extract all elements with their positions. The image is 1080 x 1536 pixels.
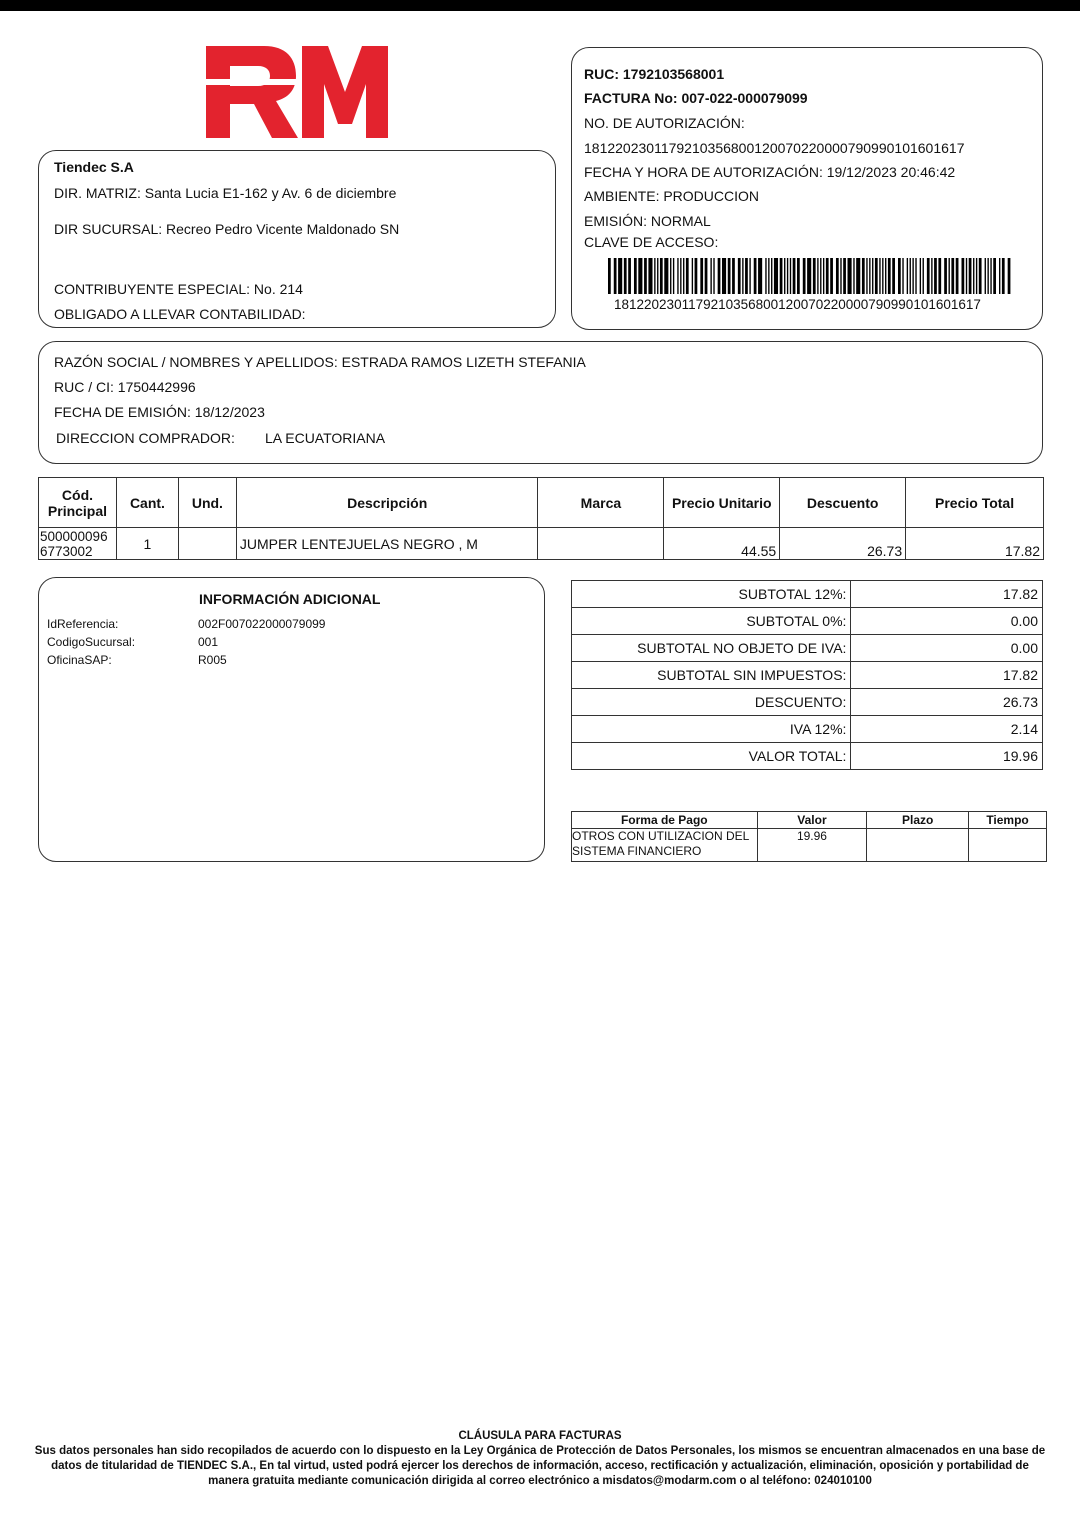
barcode-bar bbox=[638, 258, 642, 294]
barcode-bar bbox=[862, 258, 865, 294]
total-value: 0.00 bbox=[851, 608, 1043, 635]
barcode-bar bbox=[875, 258, 878, 294]
company-box bbox=[38, 150, 556, 328]
factura-value: 007-022-000079099 bbox=[681, 90, 808, 106]
header-tiempo: Tiempo bbox=[969, 812, 1047, 829]
barcode-bar bbox=[976, 258, 977, 294]
barcode-bar bbox=[677, 258, 678, 294]
barcode-bar bbox=[823, 258, 824, 294]
barcode-bar bbox=[885, 258, 886, 294]
rm-logo bbox=[206, 46, 388, 138]
razon-social: RAZÓN SOCIAL / NOMBRES Y APELLIDOS: ESTRADA RAMOS LIZETH STEFANIA bbox=[54, 354, 586, 370]
barcode-bar bbox=[892, 258, 895, 294]
footer-clause bbox=[30, 1429, 1050, 1489]
barcode-bar bbox=[830, 258, 833, 294]
barcode-bar bbox=[856, 258, 860, 294]
barcode-bar bbox=[843, 258, 846, 294]
barcode-bar bbox=[813, 258, 816, 294]
barcode-bar bbox=[807, 258, 811, 294]
barcode-bar bbox=[673, 258, 674, 294]
header-cant: Cant. bbox=[116, 478, 178, 528]
barcode-bar bbox=[758, 258, 762, 294]
additional-info-title: INFORMACIÓN ADICIONAL bbox=[199, 591, 381, 607]
barcode-bar bbox=[1008, 258, 1011, 294]
barcode-bar bbox=[866, 258, 867, 294]
barcode-bar bbox=[657, 258, 658, 294]
dir-sucursal bbox=[54, 221, 399, 237]
info-value: 002F007022000079099 bbox=[198, 617, 326, 631]
barcode-bar bbox=[784, 258, 785, 294]
barcode-bar bbox=[728, 258, 731, 294]
payment-header-row bbox=[572, 812, 1047, 829]
additional-info-fields bbox=[47, 615, 325, 669]
total-value: 2.14 bbox=[851, 716, 1043, 743]
barcode-bar bbox=[888, 258, 891, 294]
info-value: R005 bbox=[198, 653, 227, 667]
totals-row bbox=[572, 743, 1043, 770]
barcode-bar bbox=[614, 258, 617, 294]
barcode-bar bbox=[803, 258, 806, 294]
barcode-bar bbox=[718, 258, 721, 294]
obligado-contabilidad: OBLIGADO A LLEVAR CONTABILIDAD: bbox=[54, 306, 306, 322]
header-precio-total: Precio Total bbox=[906, 478, 1044, 528]
dir-matriz bbox=[54, 185, 396, 201]
barcode-bar bbox=[771, 258, 772, 294]
clave-number: 1812202301179210356800120070220000790990101601617 bbox=[614, 297, 981, 312]
factura-number bbox=[584, 90, 808, 106]
ruc-value: 1792103568001 bbox=[622, 66, 725, 82]
barcode-bar bbox=[836, 258, 839, 294]
barcode-bar bbox=[962, 258, 965, 294]
barcode-bar bbox=[990, 258, 991, 294]
barcode-bar bbox=[987, 258, 988, 294]
barcode-bar bbox=[920, 258, 921, 294]
total-label: VALOR TOTAL: bbox=[572, 743, 851, 770]
barcode-bar bbox=[973, 258, 974, 294]
totals-row bbox=[572, 608, 1043, 635]
barcode-bar bbox=[966, 258, 967, 294]
barcode-bar bbox=[944, 258, 947, 294]
barcode bbox=[608, 258, 1012, 294]
barcode-bar bbox=[979, 258, 982, 294]
barcode-bar bbox=[797, 258, 800, 294]
barcode-bar bbox=[938, 258, 941, 294]
total-label: DESCUENTO: bbox=[572, 689, 851, 716]
direccion-value: LA ECUATORIANA bbox=[265, 430, 386, 446]
barcode-bar bbox=[608, 258, 611, 294]
barcode-bar bbox=[705, 258, 708, 294]
barcode-bar bbox=[749, 258, 750, 294]
barcode-bar bbox=[654, 258, 655, 294]
barcode-bar bbox=[999, 258, 1000, 294]
ambiente: AMBIENTE: PRODUCCION bbox=[584, 188, 760, 204]
barcode-bar bbox=[634, 258, 637, 294]
barcode-bar bbox=[790, 258, 791, 294]
barcode-bar bbox=[879, 258, 880, 294]
ruc-ci: RUC / CI: 1750442996 bbox=[54, 379, 196, 395]
autorizacion-number: 1812202301179210356800120070220000790990101601617 bbox=[584, 140, 965, 156]
barcode-bar bbox=[768, 258, 769, 294]
barcode-bar bbox=[817, 258, 818, 294]
items-table bbox=[38, 477, 1044, 560]
barcode-bar bbox=[780, 258, 783, 294]
header-forma-pago: Forma de Pago bbox=[572, 812, 758, 829]
barcode-bar bbox=[915, 258, 916, 294]
total-value: 19.96 bbox=[851, 743, 1043, 770]
dir-sucursal-label: DIR SUCURSAL: bbox=[54, 221, 163, 237]
total-value: 26.73 bbox=[851, 689, 1043, 716]
dir-matriz-label: DIR. MATRIZ: bbox=[54, 185, 141, 201]
items-header-row bbox=[39, 478, 1044, 528]
barcode-bar bbox=[907, 258, 908, 294]
barcode-bar bbox=[853, 258, 854, 294]
barcode-bar bbox=[664, 258, 668, 294]
cell-marca bbox=[538, 528, 664, 560]
barcode-bar bbox=[840, 258, 841, 294]
barcode-bar bbox=[820, 258, 821, 294]
total-value: 17.82 bbox=[851, 662, 1043, 689]
barcode-bar bbox=[969, 258, 972, 294]
header-descuento: Descuento bbox=[780, 478, 906, 528]
ruc bbox=[584, 66, 724, 82]
barcode-bar bbox=[774, 258, 778, 294]
cell-codigo: 5000000966773002 bbox=[39, 528, 117, 560]
header-plazo: Plazo bbox=[867, 812, 969, 829]
dir-matriz-value: Santa Lucia E1-162 y Av. 6 de diciembre bbox=[144, 185, 397, 201]
totals-row bbox=[572, 581, 1043, 608]
dir-sucursal-value: Recreo Pedro Vicente Maldonado SN bbox=[166, 221, 400, 237]
barcode-bar bbox=[660, 258, 663, 294]
totals-row bbox=[572, 716, 1043, 743]
cell-valor: 19.96 bbox=[757, 829, 867, 862]
barcode-bar bbox=[826, 258, 829, 294]
header-valor: Valor bbox=[757, 812, 867, 829]
cell-precio-total: 17.82 bbox=[906, 528, 1044, 560]
barcode-bar bbox=[680, 258, 681, 294]
barcode-bar bbox=[872, 258, 873, 294]
total-label: SUBTOTAL 12%: bbox=[572, 581, 851, 608]
total-value: 0.00 bbox=[851, 635, 1043, 662]
cell-descripcion: JUMPER LENTEJUELAS NEGRO , M bbox=[236, 528, 538, 560]
info-label: OficinaSAP: bbox=[47, 653, 112, 667]
cell-tiempo bbox=[969, 829, 1047, 862]
barcode-bar bbox=[912, 258, 913, 294]
fecha-emision: FECHA DE EMISIÓN: 18/12/2023 bbox=[54, 404, 265, 420]
info-row bbox=[47, 615, 325, 633]
totals-row bbox=[572, 689, 1043, 716]
contribuyente-especial: CONTRIBUYENTE ESPECIAL: No. 214 bbox=[54, 281, 303, 297]
barcode-bar bbox=[898, 258, 901, 294]
total-value: 17.82 bbox=[851, 581, 1043, 608]
info-label: IdReferencia: bbox=[47, 617, 119, 631]
barcode-bar bbox=[700, 258, 703, 294]
barcode-bar bbox=[910, 258, 911, 294]
barcode-bar bbox=[683, 258, 684, 294]
barcode-bar bbox=[670, 258, 671, 294]
ruc-label: RUC: bbox=[584, 66, 619, 82]
barcode-bar bbox=[951, 258, 954, 294]
barcode-bar bbox=[934, 258, 937, 294]
totals-row bbox=[572, 635, 1043, 662]
barcode-bar bbox=[754, 258, 757, 294]
barcode-bar bbox=[956, 258, 959, 294]
barcode-bar bbox=[848, 258, 852, 294]
cell-und bbox=[178, 528, 236, 560]
footer-text: Sus datos personales han sido recopilados de acuerdo con lo dispuesto en la Ley Orgánica de Protección de Datos Personales, los mismos se encuentran almacenados en una base de datos de titularidad de TIENDEC S.A., En tal virtud, usted podrá ejercer los derechos de información, acceso, rectificación y actualización, eliminación, oposición y portabilidad de manera gratuita mediante comunicación dirigida al correo electrónico a misdatos@modarm.com o al teléfono: 024010100 bbox=[34, 1445, 1046, 1487]
top-border bbox=[0, 0, 1080, 11]
header-precio-unitario: Precio Unitario bbox=[664, 478, 780, 528]
footer-title: CLÁUSULA PARA FACTURAS bbox=[458, 1430, 622, 1442]
payment-table bbox=[571, 811, 1047, 862]
barcode-bar bbox=[931, 258, 932, 294]
header-descripcion: Descripción bbox=[236, 478, 538, 528]
barcode-bar bbox=[923, 258, 924, 294]
barcode-bar bbox=[722, 258, 726, 294]
barcode-bar bbox=[787, 258, 788, 294]
barcode-bar bbox=[732, 258, 735, 294]
barcode-bar bbox=[1002, 258, 1005, 294]
barcode-bar bbox=[765, 258, 766, 294]
barcode-bar bbox=[624, 258, 627, 294]
barcode-bar bbox=[710, 258, 711, 294]
total-label: SUBTOTAL 0%: bbox=[572, 608, 851, 635]
total-label: SUBTOTAL NO OBJETO DE IVA: bbox=[572, 635, 851, 662]
info-label: CodigoSucursal: bbox=[47, 635, 136, 649]
barcode-bar bbox=[985, 258, 986, 294]
barcode-bar bbox=[713, 258, 714, 294]
barcode-bar bbox=[644, 258, 647, 294]
barcode-bar bbox=[927, 258, 930, 294]
total-label: IVA 12%: bbox=[572, 716, 851, 743]
emision: EMISIÓN: NORMAL bbox=[584, 213, 711, 229]
header-codigo: Cód. Principal bbox=[39, 478, 117, 528]
barcode-bar bbox=[742, 258, 743, 294]
info-row bbox=[47, 651, 325, 669]
autorizacion-label: NO. DE AUTORIZACIÓN: bbox=[584, 115, 745, 131]
cell-descuento: 26.73 bbox=[780, 528, 906, 560]
direccion-label: DIRECCION COMPRADOR: bbox=[56, 430, 235, 446]
header-marca: Marca bbox=[538, 478, 664, 528]
fecha-autorizacion: FECHA Y HORA DE AUTORIZACIÓN: 19/12/2023 20:46:42 bbox=[584, 164, 956, 180]
cell-forma-pago: OTROS CON UTILIZACION DEL SISTEMA FINANCIERO bbox=[572, 829, 758, 862]
header-und: Und. bbox=[178, 478, 236, 528]
barcode-bar bbox=[869, 258, 870, 294]
info-row bbox=[47, 633, 325, 651]
totals-table bbox=[571, 580, 1043, 770]
company-name: Tiendec S.A bbox=[54, 159, 134, 175]
factura-label: FACTURA No: bbox=[584, 90, 678, 106]
barcode-bar bbox=[993, 258, 996, 294]
cell-plazo bbox=[867, 829, 969, 862]
barcode-bar bbox=[738, 258, 741, 294]
clave-label: CLAVE DE ACCESO: bbox=[584, 234, 719, 250]
barcode-bar bbox=[793, 258, 796, 294]
barcode-bar bbox=[618, 258, 622, 294]
barcode-bar bbox=[648, 258, 652, 294]
cell-cant: 1 bbox=[116, 528, 178, 560]
barcode-bar bbox=[695, 258, 698, 294]
totals-row bbox=[572, 662, 1043, 689]
barcode-bar bbox=[949, 258, 950, 294]
barcode-bar bbox=[686, 258, 689, 294]
info-value: 001 bbox=[198, 635, 219, 649]
table-row bbox=[39, 528, 1044, 560]
barcode-bar bbox=[882, 258, 883, 294]
cell-precio-unitario: 44.55 bbox=[664, 528, 780, 560]
total-label: SUBTOTAL SIN IMPUESTOS: bbox=[572, 662, 851, 689]
barcode-bar bbox=[902, 258, 903, 294]
barcode-bar bbox=[745, 258, 748, 294]
barcode-bar bbox=[628, 258, 631, 294]
barcode-bar bbox=[692, 258, 693, 294]
table-row bbox=[572, 829, 1047, 862]
